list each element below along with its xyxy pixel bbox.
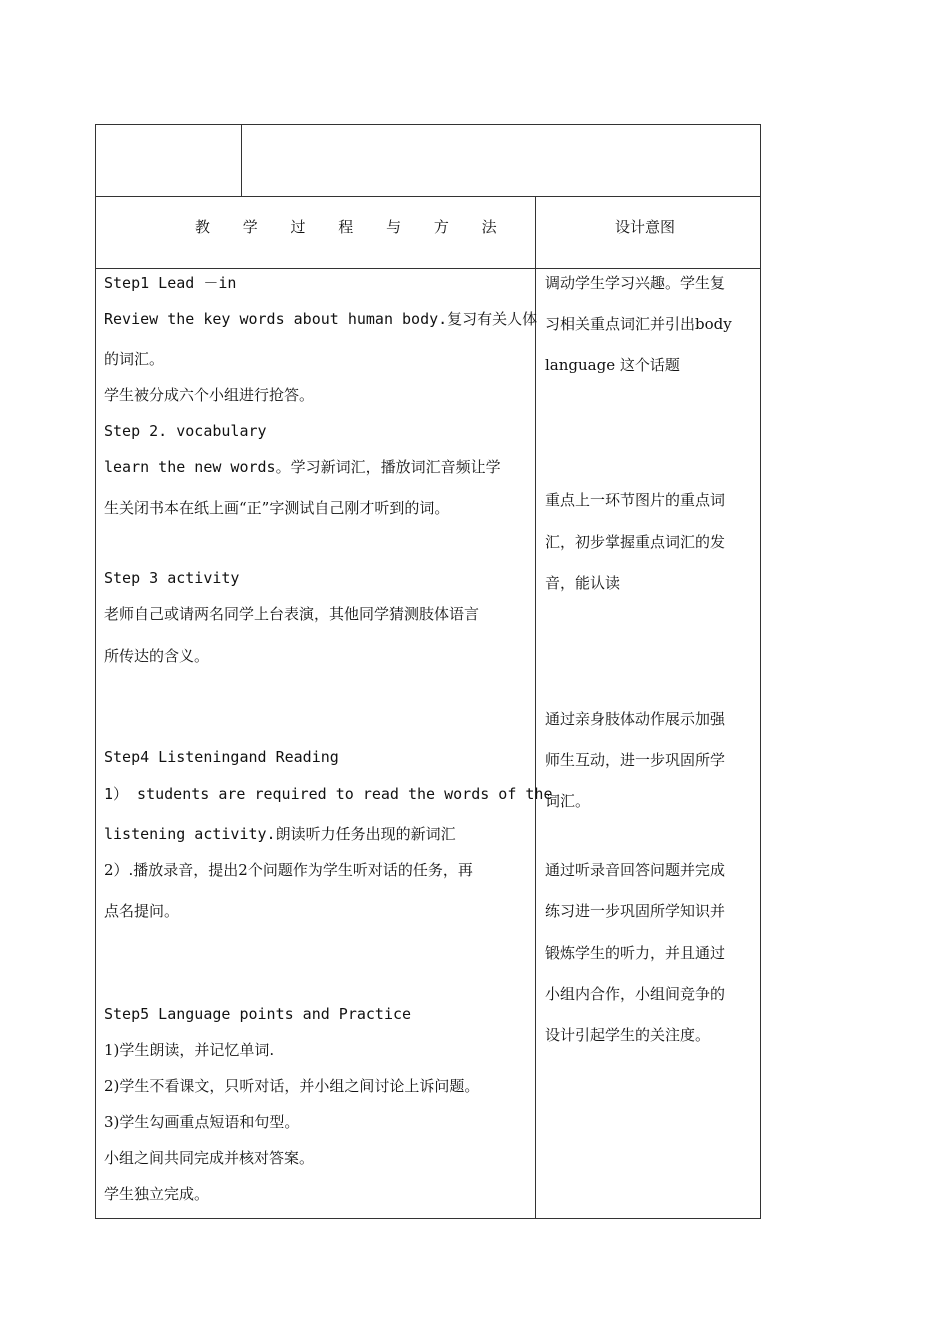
step1-line: Review the key words about human body.复习有关人体 — [104, 310, 538, 328]
intent-line: 通过听录音回答问题并完成 — [545, 861, 726, 879]
top-table — [95, 124, 761, 197]
intent-line: 汇，初步掌握重点词汇的发 — [545, 533, 726, 551]
step5-line: 2)学生不看课文，只听对话，并小组之间讨论上诉问题。 — [104, 1077, 480, 1095]
step5-heading: Step5 Language points and Practice — [104, 1005, 412, 1023]
step3-heading: Step 3 activity — [104, 569, 240, 587]
step3-line: 老师自己或请两名同学上台表演，其他同学猜测肢体语言 — [104, 605, 480, 623]
intent-line: 小组内合作，小组间竞争的 — [545, 985, 726, 1003]
step4-line: 1） students are required to read the words of the — [104, 785, 553, 803]
intent-line: 重点上一环节图片的重点词 — [545, 491, 726, 509]
step2-line: 生关闭书本在纸上画“正”字测试自己刚才听到的词。 — [104, 499, 450, 517]
intent-line: 习相关重点词汇并引出body — [545, 315, 732, 333]
intent-line: 师生互动，进一步巩固所学 — [545, 751, 726, 769]
header-row-divider — [95, 268, 761, 269]
top-table-divider — [241, 124, 242, 197]
step1-line: 学生被分成六个小组进行抢答。 — [104, 386, 315, 404]
intent-line: language 这个话题 — [545, 356, 680, 374]
intent-line: 设计引起学生的关注度。 — [545, 1026, 711, 1044]
step3-line: 所传达的含义。 — [104, 647, 210, 665]
intent-line: 音，能认读 — [545, 574, 621, 592]
intent-line: 锻炼学生的听力，并且通过 — [545, 944, 726, 962]
step4-heading: Step4 Listeningand Reading — [104, 748, 339, 766]
intent-line: 通过亲身肢体动作展示加强 — [545, 710, 726, 728]
step5-line: 小组之间共同完成并核对答案。 — [104, 1149, 315, 1167]
intent-line: 调动学生学习兴趣。学生复 — [545, 274, 726, 292]
step1-heading: Step1 Lead －in — [104, 274, 237, 292]
main-table — [95, 196, 761, 1219]
column-divider — [535, 196, 536, 1219]
step2-line: learn the new words。学习新词汇，播放词汇音频让学 — [104, 458, 501, 476]
intent-line: 词汇。 — [545, 792, 591, 810]
step4-line: listening activity.朗读听力任务出现的新词汇 — [104, 825, 456, 843]
intent-line: 练习进一步巩固所学知识并 — [545, 902, 726, 920]
step2-heading: Step 2. vocabulary — [104, 422, 267, 440]
step5-line: 学生独立完成。 — [104, 1185, 210, 1203]
step4-line: 2）.播放录音，提出2个问题作为学生听对话的任务，再 — [104, 861, 473, 879]
step5-line: 3)学生勾画重点短语和句型。 — [104, 1113, 300, 1131]
header-process-method: 教 学 过 程 与 方 法 — [195, 218, 511, 236]
step4-line: 点名提问。 — [104, 902, 180, 920]
step5-line: 1)学生朗读，并记忆单词. — [104, 1041, 275, 1059]
step1-line: 的词汇。 — [104, 350, 165, 368]
header-design-intent: 设计意图 — [615, 218, 676, 236]
